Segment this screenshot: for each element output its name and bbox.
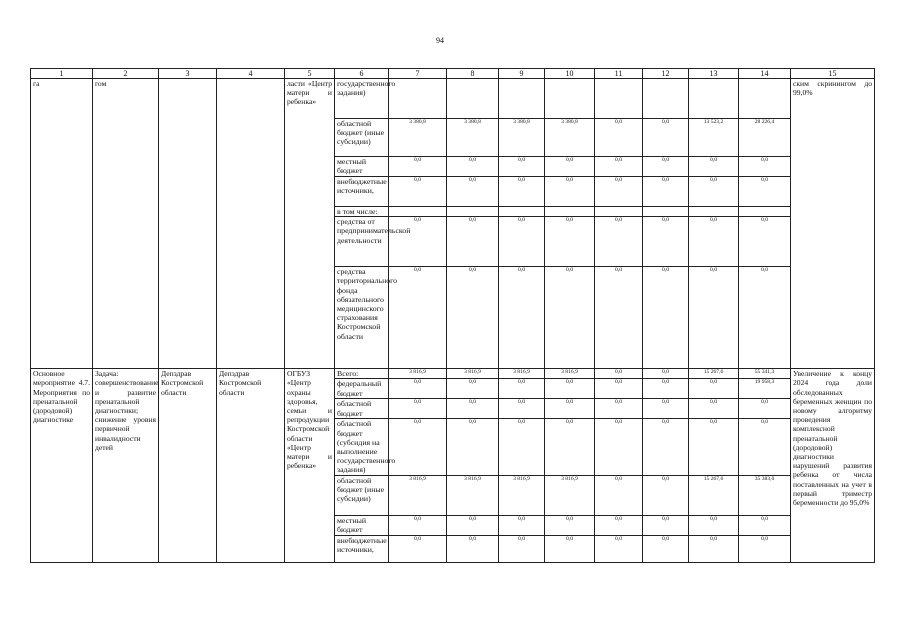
value-cell: 0,0 bbox=[389, 157, 447, 177]
value-cell: 0,0 bbox=[447, 419, 499, 475]
value-cell: 0,0 bbox=[595, 515, 643, 535]
value-cell bbox=[545, 207, 595, 217]
continuation-col5-cell: ласти «Центр матери и ребенка» bbox=[285, 79, 335, 369]
value-cell bbox=[545, 79, 595, 119]
measure-col5-cell: ОГБУЗ «Центр охраны здоровья, семьи и репродукции Костромской области «Центр матери и ребенка» bbox=[285, 369, 335, 562]
value-cell: 3 380,8 bbox=[447, 119, 499, 157]
value-cell: 0,0 bbox=[499, 157, 545, 177]
value-cell: 0,0 bbox=[689, 177, 739, 207]
value-cell: 0,0 bbox=[389, 379, 447, 399]
value-cell: 0,0 bbox=[595, 217, 643, 267]
value-cell: 0,0 bbox=[595, 419, 643, 475]
value-cell: 0,0 bbox=[689, 379, 739, 399]
value-cell: 0,0 bbox=[643, 369, 689, 379]
value-cell: 0,0 bbox=[545, 379, 595, 399]
value-cell: 0,0 bbox=[447, 157, 499, 177]
funding-source-cell: средства от предпринимательской деятельности bbox=[335, 217, 389, 267]
value-cell: 0,0 bbox=[689, 515, 739, 535]
value-cell: 0,0 bbox=[595, 267, 643, 369]
value-cell: 0,0 bbox=[447, 267, 499, 369]
value-cell: 0,0 bbox=[499, 379, 545, 399]
value-cell: 55 341,3 bbox=[739, 369, 791, 379]
value-cell: 3 816,9 bbox=[545, 369, 595, 379]
continuation-col2-cell: гом bbox=[93, 79, 159, 369]
value-cell: 0,0 bbox=[689, 157, 739, 177]
measure-col1-cell: Основное мероприятие 4.7. Мероприятия по пренатальной (дородовой) диагностике bbox=[31, 369, 93, 562]
value-cell bbox=[689, 207, 739, 217]
continuation-col3-cell bbox=[159, 79, 217, 369]
continuation-col1-cell: га bbox=[31, 79, 93, 369]
value-cell: 0,0 bbox=[545, 157, 595, 177]
measure-col2-cell: Задача: совершенствование и развитие пренатальной диагностики; снижение уровня первичной инвалидности детей bbox=[93, 369, 159, 562]
value-cell: 0,0 bbox=[447, 535, 499, 562]
header-cell: 7 bbox=[389, 69, 447, 79]
header-cell: 9 bbox=[499, 69, 545, 79]
value-cell: 0,0 bbox=[643, 399, 689, 419]
header-cell: 15 bbox=[791, 69, 875, 79]
funding-source-cell: государственного задания) bbox=[335, 79, 389, 119]
value-cell bbox=[739, 207, 791, 217]
value-cell bbox=[499, 79, 545, 119]
funding-source-cell: областной бюджет (субсидия на выполнение государственного задания) bbox=[335, 419, 389, 475]
value-cell: 0,0 bbox=[389, 177, 447, 207]
value-cell: 0,0 bbox=[499, 267, 545, 369]
value-cell: 0,0 bbox=[595, 535, 643, 562]
value-cell: 0,0 bbox=[499, 217, 545, 267]
value-cell: 3 380,8 bbox=[545, 119, 595, 157]
value-cell: 0,0 bbox=[499, 419, 545, 475]
value-cell: 0,0 bbox=[545, 399, 595, 419]
header-row bbox=[31, 69, 875, 79]
value-cell: 0,0 bbox=[595, 369, 643, 379]
continuation-col4-cell bbox=[217, 79, 285, 369]
value-cell: 0,0 bbox=[389, 515, 447, 535]
funding-source-cell: внебюджетные источники, bbox=[335, 177, 389, 207]
funding-source-cell: местный бюджет bbox=[335, 515, 389, 535]
value-cell: 0,0 bbox=[643, 177, 689, 207]
value-cell: 0,0 bbox=[545, 515, 595, 535]
value-cell: 0,0 bbox=[447, 379, 499, 399]
value-cell: 3 816,9 bbox=[389, 369, 447, 379]
value-cell: 0,0 bbox=[389, 419, 447, 475]
value-cell: 0,0 bbox=[689, 419, 739, 475]
value-cell: 0,0 bbox=[643, 157, 689, 177]
value-cell bbox=[447, 207, 499, 217]
value-cell: 0,0 bbox=[643, 515, 689, 535]
continuation-result-cell: ским скринингом до 99,0% bbox=[791, 79, 875, 369]
value-cell bbox=[643, 207, 689, 217]
header-cell: 8 bbox=[447, 69, 499, 79]
value-cell: 0,0 bbox=[739, 217, 791, 267]
header-cell: 3 bbox=[159, 69, 217, 79]
value-cell: 0,0 bbox=[545, 217, 595, 267]
value-cell bbox=[739, 79, 791, 119]
page-number: 94 bbox=[436, 36, 444, 45]
value-cell: 0,0 bbox=[595, 177, 643, 207]
value-cell: 0,0 bbox=[595, 379, 643, 399]
funding-source-cell: внебюджетные источники, bbox=[335, 535, 389, 562]
value-cell: 0,0 bbox=[643, 535, 689, 562]
value-cell: 0,0 bbox=[499, 177, 545, 207]
value-cell: 0,0 bbox=[545, 535, 595, 562]
value-cell: 0,0 bbox=[643, 217, 689, 267]
value-cell: 0,0 bbox=[499, 515, 545, 535]
funding-source-cell: областной бюджет (иные субсидии) bbox=[335, 475, 389, 515]
value-cell: 0,0 bbox=[545, 177, 595, 207]
value-cell: 0,0 bbox=[499, 399, 545, 419]
value-cell bbox=[595, 79, 643, 119]
value-cell: 0,0 bbox=[689, 535, 739, 562]
value-cell: 0,0 bbox=[689, 267, 739, 369]
value-cell: 28 226,4 bbox=[739, 119, 791, 157]
measure-result-cell: Увеличение к концу 2024 года доли обследованных беременных женщин по новому алгоритму проведения комплексной пренатальной (дородовой) диагностики нарушений развития ребенка от числа поставленных на учет в первый триместр беременности до 95,0% bbox=[791, 369, 875, 562]
value-cell: 0,0 bbox=[595, 157, 643, 177]
value-cell: 3 380,8 bbox=[389, 119, 447, 157]
value-cell bbox=[643, 79, 689, 119]
funding-source-cell: в том числе: bbox=[335, 207, 389, 217]
header-cell: 14 bbox=[739, 69, 791, 79]
value-cell: 0,0 bbox=[595, 475, 643, 515]
value-cell: 15 267,6 bbox=[689, 369, 739, 379]
header-cell: 10 bbox=[545, 69, 595, 79]
value-cell bbox=[499, 207, 545, 217]
value-cell: 3 816,9 bbox=[499, 369, 545, 379]
value-cell: 15 267,6 bbox=[689, 475, 739, 515]
value-cell bbox=[389, 79, 447, 119]
value-cell: 0,0 bbox=[643, 267, 689, 369]
value-cell: 3 816,9 bbox=[545, 475, 595, 515]
value-cell: 0,0 bbox=[389, 267, 447, 369]
funding-source-cell: местный бюджет bbox=[335, 157, 389, 177]
header-cell: 5 bbox=[285, 69, 335, 79]
header-cell: 13 bbox=[689, 69, 739, 79]
value-cell: 19 958,3 bbox=[739, 379, 791, 399]
value-cell: 0,0 bbox=[447, 515, 499, 535]
value-cell: 0,0 bbox=[643, 119, 689, 157]
value-cell bbox=[389, 207, 447, 217]
table-row bbox=[31, 369, 875, 379]
value-cell: 0,0 bbox=[447, 399, 499, 419]
program-table bbox=[30, 68, 875, 563]
value-cell: 0,0 bbox=[389, 399, 447, 419]
value-cell: 0,0 bbox=[739, 267, 791, 369]
header-cell: 11 bbox=[595, 69, 643, 79]
value-cell: 13 523,2 bbox=[689, 119, 739, 157]
header-cell: 4 bbox=[217, 69, 285, 79]
value-cell: 0,0 bbox=[447, 177, 499, 207]
value-cell bbox=[447, 79, 499, 119]
header-cell: 1 bbox=[31, 69, 93, 79]
value-cell: 0,0 bbox=[545, 267, 595, 369]
value-cell: 3 816,9 bbox=[447, 475, 499, 515]
value-cell: 0,0 bbox=[739, 419, 791, 475]
value-cell: 0,0 bbox=[689, 217, 739, 267]
value-cell: 0,0 bbox=[389, 217, 447, 267]
value-cell: 0,0 bbox=[739, 535, 791, 562]
measure-col4-cell: Депздрав Костромской области bbox=[217, 369, 285, 562]
value-cell: 35 383,0 bbox=[739, 475, 791, 515]
value-cell: 0,0 bbox=[739, 177, 791, 207]
funding-source-cell: областной бюджет bbox=[335, 399, 389, 419]
table-row bbox=[31, 79, 875, 119]
value-cell: 0,0 bbox=[643, 475, 689, 515]
value-cell: 0,0 bbox=[499, 535, 545, 562]
value-cell bbox=[595, 207, 643, 217]
value-cell: 0,0 bbox=[739, 515, 791, 535]
header-cell: 2 bbox=[93, 69, 159, 79]
funding-source-cell: областной бюджет (иные субсидии) bbox=[335, 119, 389, 157]
header-cell: 6 bbox=[335, 69, 389, 79]
value-cell: 0,0 bbox=[643, 379, 689, 399]
value-cell: 0,0 bbox=[739, 399, 791, 419]
value-cell: 0,0 bbox=[643, 419, 689, 475]
value-cell: 3 816,9 bbox=[389, 475, 447, 515]
value-cell: 3 816,9 bbox=[447, 369, 499, 379]
measure-col3-cell: Депздрав Костромской области bbox=[159, 369, 217, 562]
funding-source-cell: Всего: bbox=[335, 369, 389, 379]
value-cell: 0,0 bbox=[595, 399, 643, 419]
value-cell: 3 380,8 bbox=[499, 119, 545, 157]
funding-source-cell: средства территориального фонда обязательного медицинского страхования Костромской области bbox=[335, 267, 389, 369]
value-cell: 0,0 bbox=[545, 419, 595, 475]
value-cell: 0,0 bbox=[389, 535, 447, 562]
value-cell: 0,0 bbox=[739, 157, 791, 177]
value-cell: 0,0 bbox=[689, 399, 739, 419]
value-cell: 0,0 bbox=[595, 119, 643, 157]
value-cell: 0,0 bbox=[447, 217, 499, 267]
value-cell: 3 816,9 bbox=[499, 475, 545, 515]
header-cell: 12 bbox=[643, 69, 689, 79]
value-cell bbox=[689, 79, 739, 119]
funding-source-cell: федеральный бюджет bbox=[335, 379, 389, 399]
